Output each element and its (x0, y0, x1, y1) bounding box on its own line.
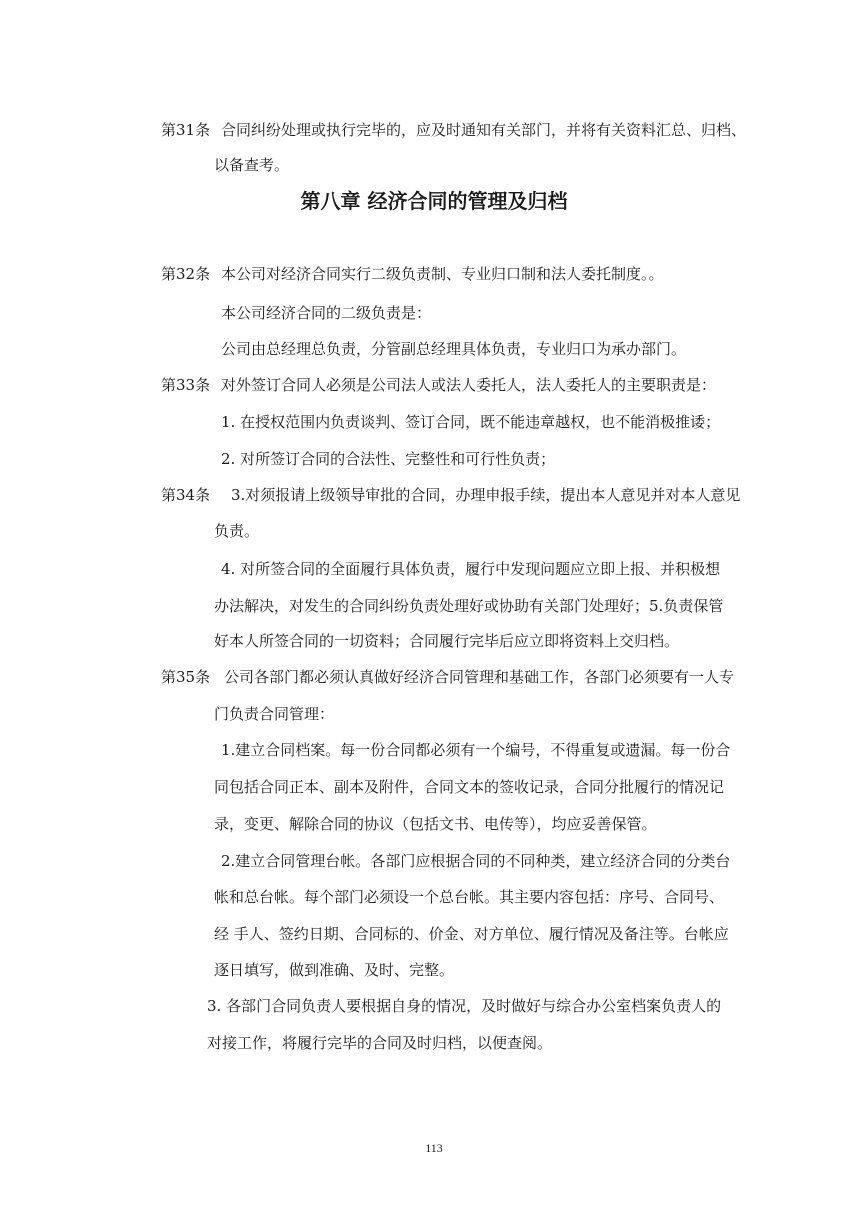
article-35-p1-line3: 录，变更、解除合同的协议（包括文书、电传等），均应妥善保管。 (214, 815, 657, 833)
article-34-text-line1: 3.对须报请上级领导审批的合同，办理申报手续，提出本人意见并对本人意见 (231, 486, 741, 504)
chapter-title: 第八章 经济合同的管理及归档 (300, 189, 568, 213)
article-31-text-line1: 合同纠纷处理或执行完毕的，应及时通知有关部门，并将有关资料汇总、归档、 (221, 121, 747, 139)
article-35-p2-line1: 2.建立合同管理台帐。各部门应根据合同的不同种类，建立经济合同的分类台 (221, 852, 731, 870)
article-34-text-line2: 负责。 (214, 522, 260, 540)
article-35-text-line1: 公司各部门都必须认真做好经济合同管理和基础工作，各部门必须要有一人专 (224, 668, 735, 686)
article-32-label: 第32条 (161, 265, 211, 283)
article-32-text-line1: 本公司对经济合同实行二级负责制、专业归口制和法人委托制度。。 (221, 265, 664, 283)
article-35-label: 第35条 (161, 668, 211, 686)
article-35-p3-line1: 3. 各部门合同负责人要根据自身的情况，及时做好与综合办公室档案负责人的 (207, 997, 722, 1015)
article-35-p2-line3: 经 手人、签约日期、合同标的、价金、对方单位、履行情况及备注等。台帐应 (214, 925, 729, 943)
article-34-text-line3: 4. 对所签合同的全面履行具体负责，履行中发现问题应立即上报、并积极想 (221, 560, 721, 578)
article-34-label: 第34条 (161, 486, 211, 504)
article-32-text-line3: 公司由总经理总负责，分管副总经理具体负责，专业归口为承办部门。 (221, 340, 687, 358)
article-31-label: 第31条 (161, 121, 211, 139)
article-33-label: 第33条 (161, 376, 211, 394)
article-34-text-line5: 好本人所签合同的一切资料；合同履行完毕后应立即将资料上交归档。 (214, 632, 680, 650)
article-35-text-line2: 门负责合同管理： (214, 705, 335, 723)
article-32-text-line2: 本公司经济合同的二级负责是： (221, 304, 432, 322)
article-35-p2-line4: 逐日填写，做到准确、及时、完整。 (214, 961, 455, 979)
article-35-p2-line2: 帐和总台帐。每个部门必须设一个总台帐。其主要内容包括：序号、合同号、 (214, 888, 725, 906)
article-35-p3-line2: 对接工作，将履行完毕的合同及时归档，以便查阅。 (207, 1034, 553, 1052)
article-35-p1-line1: 1.建立合同档案。每一份合同都必须有一个编号，不得重复或遗漏。每一份合 (221, 741, 731, 759)
article-33-item-2: 2. 对所签订合同的合法性、完整性和可行性负责； (221, 450, 556, 468)
article-35-p1-line2: 同包括合同正本、副本及附件，合同文本的签收记录，合同分批履行的情况记 (214, 778, 725, 796)
page-number: 113 (425, 1141, 443, 1155)
article-31-text-line2: 以备查考。 (214, 156, 290, 174)
article-33-text-line1: 对外签订合同人必须是公司法人或法人委托人，法人委托人的主要职责是： (221, 376, 717, 394)
article-33-item-1: 1. 在授权范围内负责谈判、签订合同，既不能违章越权，也不能消极推诿； (221, 413, 721, 431)
article-34-text-line4: 办法解决，对发生的合同纠纷负责处理好或协助有关部门处理好；5.负责保管 (214, 597, 724, 615)
